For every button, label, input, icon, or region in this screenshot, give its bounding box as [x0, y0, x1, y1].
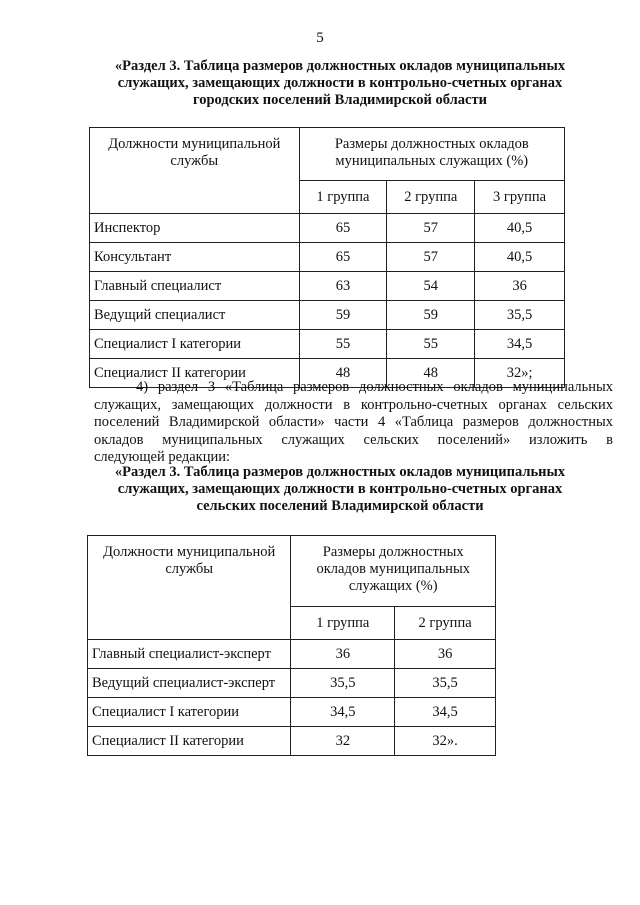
- table-row: [90, 214, 565, 243]
- salary-value: 40,5: [475, 243, 565, 272]
- table-row: [90, 272, 565, 301]
- paragraph-line: служащих, замещающих должности в контрольно-счетных органах сельских: [94, 396, 613, 413]
- salary-value: 63: [299, 272, 387, 301]
- page-number: 5: [316, 30, 324, 46]
- table-row: [88, 669, 496, 698]
- salary-value: 36: [395, 640, 496, 669]
- paragraph-line: 4) раздел 3 «Таблица размеров должностных окладов муниципальных: [136, 379, 613, 395]
- position-name: Ведущий специалист: [90, 301, 300, 330]
- position-name: Ведущий специалист-эксперт: [88, 669, 291, 698]
- position-name: Главный специалист-эксперт: [88, 640, 291, 669]
- salary-value: 34,5: [395, 698, 496, 727]
- salary-value: 36: [291, 640, 395, 669]
- salary-value: 48: [299, 359, 387, 388]
- salary-value: 32».: [395, 727, 496, 756]
- position-name: Специалист I категории: [88, 698, 291, 727]
- group-3-header: 3 группа: [475, 181, 565, 214]
- salary-value: 35,5: [291, 669, 395, 698]
- section1-heading-line: городских поселений Владимирской области: [193, 92, 487, 108]
- salary-value: 59: [299, 301, 387, 330]
- salary-value: 35,5: [395, 669, 496, 698]
- section2-heading-line: служащих, замещающих должности в контрольно-счетных органах: [117, 481, 563, 497]
- section2-heading-line: сельских поселений Владимирской области: [196, 498, 484, 514]
- table-row: [88, 698, 496, 727]
- section2-heading-line: «Раздел 3. Таблица размеров должностных окладов муниципальных: [114, 464, 566, 480]
- salary-value: 57: [387, 214, 475, 243]
- salary-value: 35,5: [475, 301, 565, 330]
- salary-value: 32: [291, 727, 395, 756]
- paragraph-line: окладов муниципальных служащих сельских поселений» изложить в: [94, 431, 613, 448]
- table-row: [90, 330, 565, 359]
- salary-value: 54: [387, 272, 475, 301]
- section1-heading-line: служащих, замещающих должности в контрольно-счетных органах: [117, 75, 563, 91]
- position-name: Специалист I категории: [90, 330, 300, 359]
- salary-value: 36: [475, 272, 565, 301]
- salary-value: 57: [387, 243, 475, 272]
- group-1-header: 1 группа: [299, 181, 387, 214]
- position-name: Главный специалист: [90, 272, 300, 301]
- section1-heading-line: «Раздел 3. Таблица размеров должностных окладов муниципальных: [114, 58, 566, 74]
- section2-heading: [60, 464, 620, 515]
- table-row: [88, 727, 496, 756]
- position-name: Специалист II категории: [88, 727, 291, 756]
- paragraph-line: поселений Владимирской области» части 4 «Таблица размеров должностных: [94, 414, 613, 430]
- table-row: [90, 301, 565, 330]
- salary-group-header: Размеры должностных окладов муниципальных служащих (%): [299, 128, 564, 181]
- salary-table-rural: [87, 535, 496, 756]
- salary-group-header: Размеры должностных окладов муниципальных служащих (%): [291, 536, 496, 607]
- position-column-header: Должности муниципальной службы: [88, 536, 291, 640]
- group-1-header: 1 группа: [291, 607, 395, 640]
- salary-value: 34,5: [475, 330, 565, 359]
- position-name: Специалист II категории: [90, 359, 300, 388]
- salary-value: 65: [299, 243, 387, 272]
- salary-value: 34,5: [291, 698, 395, 727]
- salary-value: 48: [387, 359, 475, 388]
- salary-table-urban: [89, 127, 565, 388]
- salary-value: 32»;: [475, 359, 565, 388]
- table-row: [90, 243, 565, 272]
- paragraph-line: следующей редакции:: [94, 449, 231, 465]
- position-column-header: Должности муниципальной службы: [90, 128, 300, 214]
- group-2-header: 2 группа: [395, 607, 496, 640]
- salary-value: 59: [387, 301, 475, 330]
- salary-value: 55: [387, 330, 475, 359]
- salary-value: 55: [299, 330, 387, 359]
- amendment-paragraph: [94, 379, 613, 467]
- salary-value: 40,5: [475, 214, 565, 243]
- group-2-header: 2 группа: [387, 181, 475, 214]
- salary-value: 65: [299, 214, 387, 243]
- position-name: Инспектор: [90, 214, 300, 243]
- section1-heading: [60, 58, 620, 109]
- table-row: [88, 640, 496, 669]
- position-name: Консультант: [90, 243, 300, 272]
